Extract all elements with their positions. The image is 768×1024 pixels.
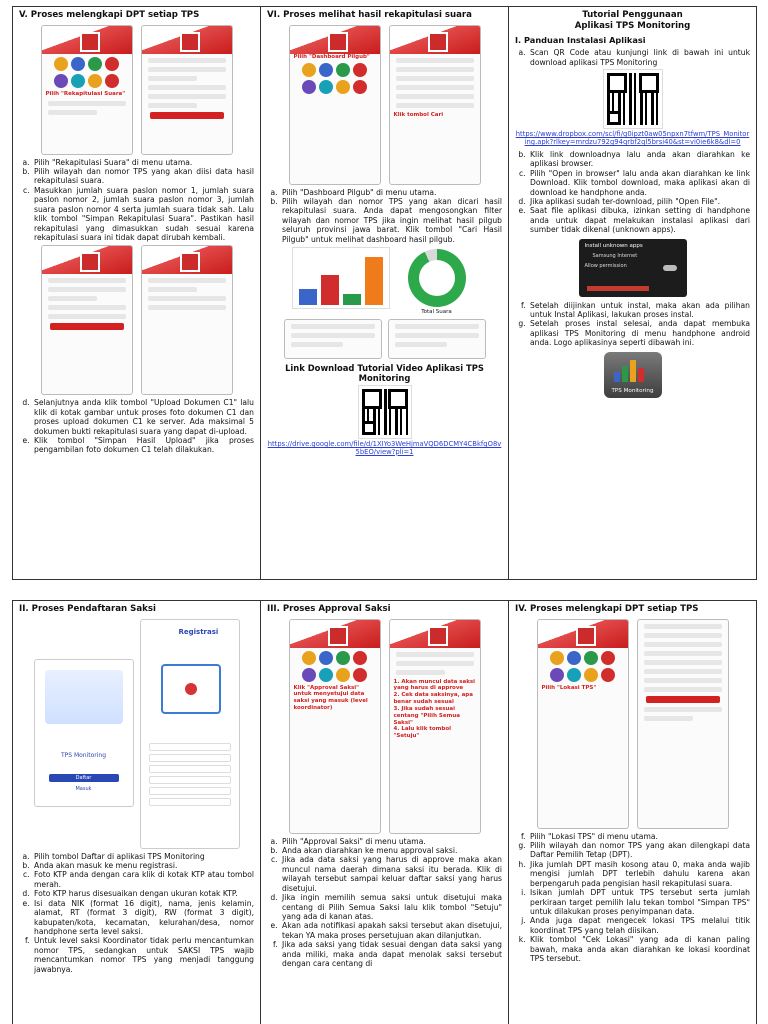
result-table-thumbnail [388, 319, 486, 359]
phone-screenshot [289, 25, 381, 185]
menu-icon [584, 668, 598, 682]
note-4: 4. Lalu klik tombol "Setuju" [393, 726, 452, 740]
menu-icon [71, 57, 85, 71]
donut-chart-thumbnail [408, 249, 466, 307]
step-item: h. Jika jumlah DPT masih kosong atau 0, maka anda wajib mengisi jumlah DPT terlebih dahulu karena akan berpengaruh pada pengisian hasil rekapitulasi suara. [528, 860, 750, 888]
step-item: a. Pilih "Rekapitulasi Suara" di menu utama. [32, 158, 254, 167]
menu-icon [336, 651, 350, 665]
menu-icon [353, 80, 367, 94]
section-iii-title: III. Proses Approval Saksi [267, 604, 391, 614]
tutorial-column [509, 7, 756, 579]
step-item: a. Pilih "Approval Saksi" di menu utama. [280, 837, 502, 846]
menu-icon [319, 63, 333, 77]
step-item: f. Setelah diijinkan untuk instal, maka akan ada pilihan untuk Instal Aplikasi, lakukan proses instal. [528, 301, 750, 320]
menu-icon [105, 57, 119, 71]
step-item: b. Anda akan diarahkan ke menu approval saksi. [280, 846, 502, 855]
step-item: f. Untuk level saksi Koordinator tidak perlu mencantumkan nomor TPS, sedangkan untuk SAKSI TPS wajib mencantumkan nomor TPS yang menjadi tanggung jawabnya. [32, 936, 254, 974]
phone-screenshot [141, 245, 233, 395]
unknown-apps-screenshot: Install unknown apps Samsung Internet Allow permission [579, 239, 687, 297]
section-v-screens-2 [19, 245, 254, 395]
section-vi-title: VI. Proses melihat hasil rekapitulasi suara [267, 10, 472, 20]
menu-icon [336, 63, 350, 77]
step-item: d. Jika aplikasi sudah ter-download, pilih "Open File". [528, 197, 750, 206]
step-item: c. Pilih "Open in browser" lalu anda akan diarahkan ke link Download. Klik tombol download, maka aplikasi akan di download ke handphone anda. [528, 169, 750, 197]
apk-download-link[interactable]: https://www.dropbox.com/scl/fi/g0ipzt0aw05npxn7tfwm/TPS_Monitoring.apk?rlkey=mrdzu792g94qrbf2ql5brsi40&st=vi0ie6k8&dl=0 [515, 130, 750, 147]
registration-screens [19, 619, 254, 849]
menu-icon [353, 668, 367, 682]
phone-screenshot [41, 245, 133, 395]
step-item: b. Pilih wilayah dan nomor TPS yang akan dicari hasil rekapitulasi suara. Anda dapat mengosongkan filter wilayah dan nomor TPS jika ingin melihat hasil pilgub seluruh provinsi jawa barat. Klik tombol "Cari Hasil Pilgub" untuk melihat dashboard hasil pilgub. [280, 197, 502, 244]
menu-icon [353, 63, 367, 77]
note-3: 3. Jika sudah sesuai centang "Pilih Semua Saksi" [393, 705, 460, 726]
step-item: a. Pilih tombol Daftar di aplikasi TPS Monitoring [32, 852, 254, 861]
step-item: c. Foto KTP anda dengan cara klik di kotak KTP atau tombol merah. [32, 870, 254, 889]
menu-icon [54, 57, 68, 71]
step-item: c. Masukkan jumlah suara paslon nomor 1, jumlah suara paslon nomor 2, jumlah suara paslon nomor 3, jumlah suara paslon nomor 4 serta jumlah suara tidak sah. Lalu klik tombol "Simpan Rekapitulasi Suara". Pastikan hasil rekapitulasi yang dimasukkan sudah sesuai karena rekapitulasi suara ini tidak dapat dirubah kembali. [32, 186, 254, 242]
menu-icon [105, 74, 119, 88]
section-vi-screens [267, 25, 502, 185]
step-item: e. Klik tombol "Simpan Hasil Upload" jika proses pengambilan foto dokumen C1 telah dilakukan. [32, 436, 254, 455]
note-2: 2. Cek data saksinya, apa benar sudah sesuai [393, 692, 473, 706]
menu-icon [319, 668, 333, 682]
screenshot-annotation: Pilih "Lokasi TPS" [541, 684, 597, 691]
menu-icon [54, 74, 68, 88]
menu-icon [302, 651, 316, 665]
app-logo-icon: TPS Monitoring [604, 352, 662, 398]
section-ii-title: II. Proses Pendaftaran Saksi [19, 604, 156, 614]
result-table-thumbnail [284, 319, 382, 359]
menu-icon [336, 80, 350, 94]
login-screenshot: TPS Monitoring Daftar Masuk [34, 659, 134, 807]
step-item: b. Klik link downloadnya lalu anda akan diarahkan ke aplikasi browser. [528, 150, 750, 169]
menu-icon [550, 668, 564, 682]
step-item: f. Jika ada saksi yang tidak sesuai dengan data saksi yang anda miliki, maka anda dapat menolak saksi tersebut dengan cara centang di [280, 940, 502, 968]
step-item: g. Pilih wilayah dan nomor TPS yang akan dilengkapi data Daftar Pemilih Tetap (DPT). [528, 841, 750, 860]
section-vi-steps [267, 188, 502, 244]
donut-label: Total Suara [421, 309, 452, 316]
menu-icon [88, 74, 102, 88]
menu-icon [302, 668, 316, 682]
top-sheet [12, 6, 757, 580]
step-item: b. Anda akan masuk ke menu registrasi. [32, 861, 254, 870]
phone-screenshot [141, 25, 233, 155]
phone-screenshot [389, 25, 481, 185]
phone-screenshot [637, 619, 729, 829]
menu-icon [550, 651, 564, 665]
step-item: d. Jika ingin memilih semua saksi untuk disetujui maka centang di Pilih Semua Saksi lalu klik tombol "Setuju" yang ada di kanan atas. [280, 893, 502, 921]
phone-screenshot [289, 619, 381, 834]
tutorial-title: Tutorial Penggunaan Aplikasi TPS Monitoring [574, 10, 691, 31]
menu-icon [71, 74, 85, 88]
step-item: d. Foto KTP harus disesuaikan dengan ukuran kotak KTP. [32, 889, 254, 898]
ktp-frame [161, 664, 221, 714]
bottom-sheet [12, 600, 757, 1024]
step-item: a. Scan QR Code atau kunjungi link di bawah ini untuk download aplikasi TPS Monitoring [528, 48, 750, 67]
menu-icon [336, 668, 350, 682]
permission-toggle [663, 265, 677, 271]
menu-icon [601, 668, 615, 682]
section-iii-column [261, 601, 509, 1024]
phone-screenshot [389, 619, 481, 834]
video-tutorial-link[interactable]: https://drive.google.com/file/d/1XIYo3WeHjmaVQD6DCMY4CBkfgO8v5bEO/view?pli=1 [267, 440, 502, 456]
menu-icon [319, 80, 333, 94]
qr-code-icon [604, 70, 662, 128]
menu-icon [567, 668, 581, 682]
dashboard-preview [267, 247, 502, 316]
qr-code-icon [359, 386, 411, 438]
step-item: g. Setelah proses instal selesai, anda dapat membuka aplikasi TPS Monitoring di menu handphone android anda. Logo aplikasinya seperti dibawah ini. [528, 319, 750, 347]
section-iv-column [509, 601, 756, 1024]
screenshot-annotation: Klik "Approval Saksi" untuk menyetujui data saksi yang masuk (level koordinator) [293, 684, 368, 712]
section-ii-column [13, 601, 261, 1024]
screenshot-annotation: Klik tombol Cari [393, 111, 444, 118]
section-i-steps-f [515, 301, 750, 348]
screenshot-annotation: Pilih "Dashboard Pilgub" [293, 53, 370, 60]
menu-icon [88, 57, 102, 71]
step-item: b. Pilih wilayah dan nomor TPS yang akan diisi data hasil rekapitulasi suara. [32, 167, 254, 186]
phone-screenshot [41, 25, 133, 155]
screenshot-annotation: Pilih "Rekapitulasi Suara" [45, 90, 126, 97]
registration-screenshot: Registrasi [140, 619, 240, 849]
menu-icon [302, 80, 316, 94]
menu-icon [353, 651, 367, 665]
step-item: d. Selanjutnya anda klik tombol "Upload Dokumen C1" lalu klik di kotak gambar untuk proses foto dokumen C1 dan proses upload dokumen C1 ke server. Ada maksimal 5 dokumen bukti rekapitulasi suara yang dapat di-upload. [32, 398, 254, 436]
section-v-screens-1 [19, 25, 254, 155]
section-ii-steps [19, 852, 254, 974]
menu-icon [567, 651, 581, 665]
menu-icon [584, 651, 598, 665]
menu-icon [601, 651, 615, 665]
step-item: i. Isikan jumlah DPT untuk TPS tersebut serta jumlah perkiraan target pemilih lalu tekan tombol "Simpan TPS" untuk dilakukan proses penyimpanan data. [528, 888, 750, 916]
menu-icon [302, 63, 316, 77]
section-iii-screens [267, 619, 502, 834]
step-item: e. Isi data NIK (format 16 digit), nama, jenis kelamin, alamat, RT (format 3 digit), RW (format 3 digit), kabupaten/kota, kecamatan, kelurahan/desa, nomor handphone serta level saksi. [32, 899, 254, 937]
section-v-steps-2 [19, 398, 254, 454]
step-item: a. Pilih "Dashboard Pilgub" di menu utama. [280, 188, 502, 197]
step-item: e. Akan ada notifikasi apakah saksi tersebut akan disetujui, tekan YA maka proses persetujuan akan dilanjutkan. [280, 921, 502, 940]
video-tutorial-title: Link Download Tutorial Video Aplikasi TPS Monitoring [285, 362, 484, 383]
bar-chart-thumbnail [292, 247, 390, 309]
section-iv-screens [515, 619, 750, 829]
section-iii-steps [267, 837, 502, 969]
section-iv-steps [515, 832, 750, 964]
step-item: e. Saat file aplikasi dibuka, izinkan setting di handphone anda untuk dapat melakukan instalasi aplikasi dari sumber tidak dikenal (unknown apps). [528, 206, 750, 234]
step-item: j. Anda juga dapat mengecek lokasi TPS melalui titik koordinat TPS yang telah diisikan. [528, 916, 750, 935]
section-v-column [13, 7, 261, 579]
section-i-title: I. Panduan Instalasi Aplikasi [515, 35, 646, 46]
section-i-step-a [515, 48, 750, 67]
phone-screenshot [537, 619, 629, 829]
section-vi-column [261, 7, 509, 579]
section-v-title: V. Proses melengkapi DPT setiap TPS [19, 10, 200, 20]
menu-icon [319, 651, 333, 665]
section-v-steps-1 [19, 158, 254, 243]
section-iv-title: IV. Proses melengkapi DPT setiap TPS [515, 604, 699, 614]
step-item: f. Pilih "Lokasi TPS" di menu utama. [528, 832, 750, 841]
step-item: k. Klik tombol "Cek Lokasi" yang ada di kanan paling bawah, maka anda akan diarahkan ke lokasi koordinat TPS tersebut. [528, 935, 750, 963]
section-i-steps-b [515, 150, 750, 235]
note-1: 1. Akan muncul data saksi yang harus di approve [393, 678, 476, 692]
step-item: c. Jika ada data saksi yang harus di approve maka akan muncul nama daerah dimana saksi itu berada. Klik di wilayah tersebut sampai keluar daftar saksi yang harus disetujui. [280, 855, 502, 893]
